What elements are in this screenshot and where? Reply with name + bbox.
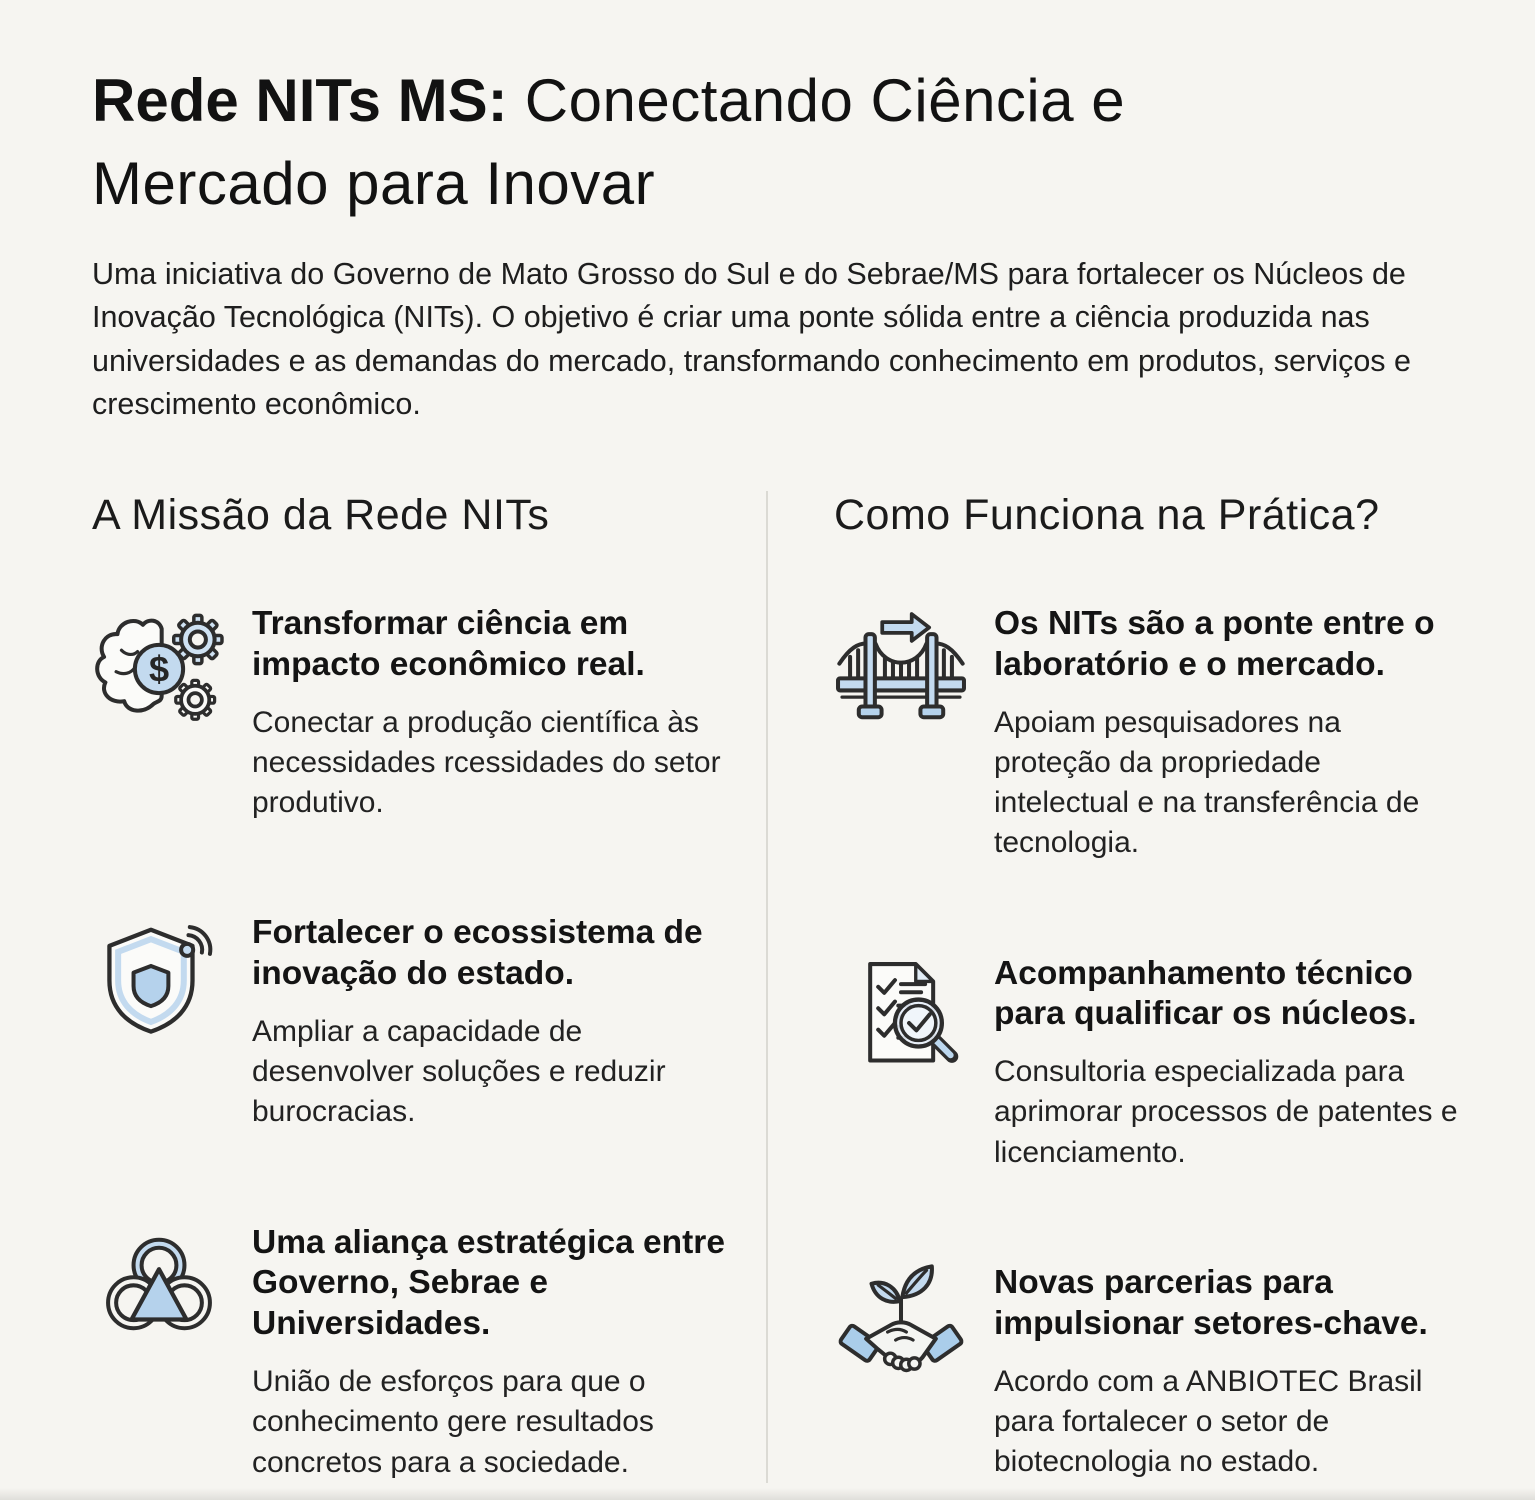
page-title-bold: Rede NITs MS: bbox=[92, 67, 508, 134]
item-title: Fortalecer o ecossistema de inovação do estado. bbox=[252, 914, 703, 993]
shield-signal-icon bbox=[92, 911, 226, 1045]
checklist-magnifier-icon bbox=[834, 952, 968, 1086]
item-text bbox=[252, 602, 730, 823]
item-title: Acompanhamento técnico para qualificar os núcleos. bbox=[994, 954, 1417, 1033]
brain-gears-dollar-icon bbox=[92, 602, 226, 736]
interlocked-rings-icon bbox=[92, 1221, 226, 1355]
handshake-plant-icon bbox=[834, 1261, 968, 1395]
item-description: Conectar a produção científica às necessidades rcessidades do setor produtivo. bbox=[252, 705, 721, 820]
item-description: Acordo com a ANBIOTEC Brasil para fortalecer o setor de biotecnologia no estado. bbox=[994, 1364, 1423, 1478]
item-title: Transformar ciência em impacto econômico real. bbox=[252, 605, 645, 683]
intro-paragraph: Uma iniciativa do Governo de Mato Grosso do Sul e do Sebrae/MS para fortalecer os Núcleos de Inovação Tecnológica (NITs). O objetivo é criar uma ponte sólida entre a ciência produzida nas universidades e as demandas do mercado, transformando conhecimento em produtos, serviços e crescimento econômico. bbox=[92, 256, 1411, 422]
item-title: Os NITs são a ponte entre o laboratório e o mercado. bbox=[994, 605, 1435, 683]
list-item bbox=[92, 602, 736, 823]
page-title-rest: Conectando Ciência e Mercado para Inovar bbox=[92, 67, 1126, 217]
item-text bbox=[994, 1261, 1460, 1482]
bridge-arrow-icon bbox=[834, 602, 968, 736]
item-text bbox=[252, 1221, 730, 1483]
list-item bbox=[834, 602, 1460, 863]
item-text bbox=[994, 602, 1460, 863]
item-text bbox=[252, 911, 730, 1132]
column-como-funciona bbox=[766, 491, 1460, 1483]
item-text bbox=[994, 952, 1460, 1173]
item-description: Consultoria especializada para aprimorar processos de patentes e licenciamento. bbox=[994, 1055, 1458, 1169]
svg-text:$: $ bbox=[148, 648, 170, 690]
item-title: Novas parcerias para impulsionar setores-chave. bbox=[994, 1263, 1428, 1342]
list-item bbox=[834, 952, 1460, 1173]
missao-items bbox=[92, 602, 736, 1483]
column-heading-como-funciona: Como Funciona na Prática? bbox=[834, 491, 1380, 540]
item-description: Ampliar a capacidade de desenvolver soluções e reduzir burocracias. bbox=[252, 1015, 666, 1129]
two-column-section bbox=[92, 491, 1460, 1483]
page-title bbox=[92, 60, 1182, 226]
item-title: Uma aliança estratégica entre Governo, Sebrae e Universidades. bbox=[252, 1223, 725, 1343]
column-missao bbox=[92, 491, 766, 1483]
column-heading-missao: A Missão da Rede NITs bbox=[92, 491, 550, 540]
como-funciona-items bbox=[834, 602, 1460, 1482]
list-item bbox=[92, 911, 736, 1132]
item-description: Apoiam pesquisadores na proteção da propriedade intelectual e na transferência de tecnologia. bbox=[994, 705, 1420, 860]
list-item bbox=[92, 1221, 736, 1483]
list-item bbox=[834, 1261, 1460, 1482]
item-description: União de esforços para que o conhecimento gere resultados concretos para a sociedade. bbox=[252, 1365, 654, 1479]
